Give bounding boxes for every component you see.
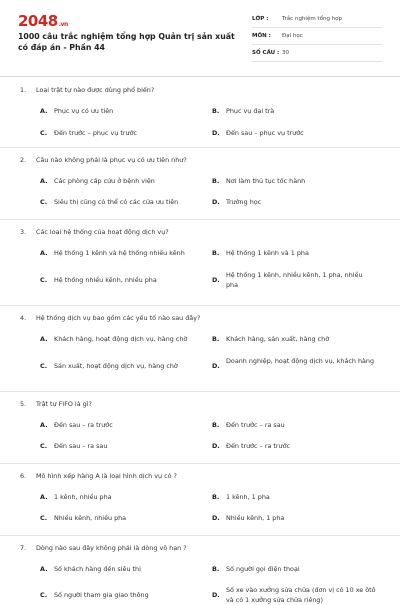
option-letter: A.: [40, 335, 48, 343]
question-stem: Hệ thống dịch vụ bao gồm các yếu tố nào sau đây?: [36, 314, 201, 322]
option-text: Đến sau – phục vụ trước: [226, 129, 304, 137]
option-letter: C.: [40, 198, 48, 206]
option-text: Siêu thị cũng có thể có các cửa ưu tiên: [54, 198, 179, 206]
logo-suffix: .vn: [58, 21, 68, 28]
question-number: 3.: [20, 228, 27, 236]
option-letter: C.: [40, 442, 48, 450]
question-text: [20, 228, 380, 236]
option-text: Đến trước – ra trước: [226, 442, 291, 450]
option-letter: A.: [40, 493, 48, 501]
question-text: [20, 544, 380, 552]
page-header: [0, 0, 400, 76]
option-text: Hệ thống 1 kênh và hệ thống nhiều kênh: [54, 249, 185, 257]
option-letter: D.: [212, 129, 220, 137]
option-letter: C.: [40, 129, 48, 137]
option-letter: B.: [212, 421, 220, 429]
question-item: [0, 305, 400, 391]
question-number: 1.: [20, 86, 27, 94]
option-text: Doanh nghiệp, hoạt động dịch vụ, khách hàng: [226, 357, 375, 365]
option-text: Hệ thống 1 kênh và 1 pha: [226, 249, 309, 257]
question-stem: Các loại hệ thống của hoạt động dịch vụ?: [36, 228, 169, 236]
question-text: [20, 400, 380, 408]
option-letter: A.: [40, 107, 48, 115]
option-letter: C.: [40, 514, 48, 522]
question-text: [20, 314, 380, 322]
option-text: Nơi làm thủ tục tốc hành: [226, 177, 306, 185]
option-letter: B.: [212, 177, 220, 185]
option-text: Số xe vào xưởng sửa chữa (đơn vị có 10 xe ôtô và có 1 xưởng sửa chữa riêng): [226, 586, 376, 604]
option-letter: A.: [40, 421, 48, 429]
option-letter: D.: [212, 591, 220, 599]
option-text: Đến trước – phục vụ trước: [54, 129, 138, 137]
question-stem: Dòng nào sau đây không phải là dòng vô hạn ?: [36, 544, 187, 552]
option-letter: D.: [212, 442, 220, 450]
option-letter: C.: [40, 362, 48, 370]
option-text: Hệ thống 1 kênh, nhiều kênh, 1 pha, nhiều pha: [226, 271, 363, 289]
meta-label: LỚP :: [252, 16, 269, 22]
question-item: [0, 535, 400, 604]
option-text: 1 kênh, nhiều pha: [54, 493, 112, 501]
logo-main: 2048: [18, 12, 58, 30]
meta-label: SỐ CÂU :: [252, 50, 280, 56]
option-letter: A.: [40, 249, 48, 257]
meta-row-count: [252, 48, 382, 62]
option-text: Đến trước – ra sau: [226, 421, 285, 429]
meta-info: [252, 14, 382, 65]
option-text: Sản xuất, hoạt động dịch vụ, hàng chờ: [54, 362, 178, 370]
option-text: Phục vụ có ưu tiên: [54, 107, 114, 115]
meta-label: MÔN :: [252, 33, 271, 39]
question-stem: Loại trật tự nào được dùng phổ biến?: [36, 86, 155, 94]
option-letter: D.: [212, 276, 220, 284]
option-letter: D.: [212, 514, 220, 522]
question-item: [0, 463, 400, 535]
question-number: 6.: [20, 472, 27, 480]
option-text: Số người tham gia giao thông: [54, 591, 149, 599]
option-letter: B.: [212, 107, 220, 115]
meta-row-subject: [252, 31, 382, 45]
meta-value: Đại học: [282, 33, 303, 39]
question-item: [0, 219, 400, 305]
question-text: [20, 156, 380, 164]
option-text: Số người gọi điện thoại: [226, 565, 300, 573]
question-item: [0, 147, 400, 219]
option-letter: B.: [212, 249, 220, 257]
option-text: Hệ thống nhiều kênh, nhiều pha: [54, 276, 157, 284]
option-text: Đến sau – ra trước: [54, 421, 113, 429]
question-stem: Câu nào không phải là phục vụ có ưu tiên như?: [36, 156, 187, 164]
option-text: Khách hàng, sản xuất, hàng chờ: [226, 335, 330, 343]
option-letter: C.: [40, 591, 48, 599]
option-letter: B.: [212, 335, 220, 343]
option-text: 1 kênh, 1 pha: [226, 493, 270, 501]
question-stem: Mô hình xếp hàng A là loại hình dịch vụ có ?: [36, 472, 177, 480]
option-text: Số khách hàng đến siêu thị: [54, 565, 141, 573]
meta-value: 30: [282, 50, 289, 56]
meta-row-class: [252, 14, 382, 28]
page-title: 1000 câu trắc nghiệm tổng hợp Quản trị sản xuất có đáp án - Phần 44: [18, 32, 235, 52]
question-item: [0, 391, 400, 463]
option-letter: A.: [40, 177, 48, 185]
question-text: [20, 86, 380, 94]
option-text: Khách hàng, hoạt động dịch vụ, hàng chờ: [54, 335, 188, 343]
option-letter: C.: [40, 276, 48, 284]
option-text: Nhiều kênh, 1 pha: [226, 514, 285, 522]
question-item: [0, 77, 400, 151]
option-text: Phục vụ đại trà: [226, 107, 275, 115]
question-number: 4.: [20, 314, 27, 322]
site-logo[interactable]: [18, 12, 68, 30]
option-letter: B.: [212, 493, 220, 501]
question-number: 7.: [20, 544, 27, 552]
question-number: 5.: [20, 400, 27, 408]
option-text: Các phòng cấp cứu ở bệnh viện: [54, 177, 155, 185]
meta-value: Trắc nghiệm tổng hợp: [282, 16, 343, 22]
question-stem: Trật tự FIFO là gì?: [36, 400, 92, 408]
option-letter: D.: [212, 362, 220, 370]
question-text: [20, 472, 380, 480]
option-letter: A.: [40, 565, 48, 573]
option-letter: B.: [212, 565, 220, 573]
option-text: Nhiều kênh, nhiều pha: [54, 514, 127, 522]
option-text: Trường học: [226, 198, 262, 206]
option-letter: D.: [212, 198, 220, 206]
option-text: Đến sau – ra sau: [54, 442, 108, 450]
question-number: 2.: [20, 156, 27, 164]
